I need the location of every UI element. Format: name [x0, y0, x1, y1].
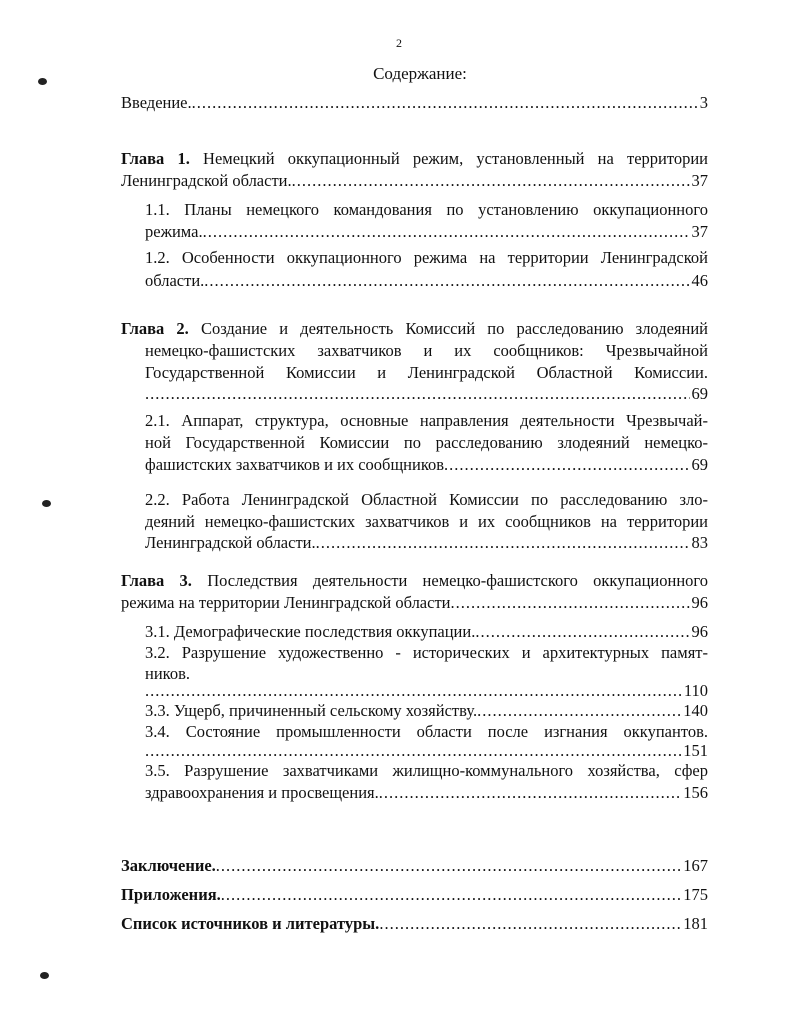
chapter-prefix: Глава 1.	[121, 149, 190, 168]
toc-entry-1-2[interactable]: 1.2. Особенности оккупационного режима на территории Ленинградской	[145, 248, 708, 267]
entry-page: 96	[691, 622, 708, 641]
entry-page: 37	[691, 222, 708, 241]
dot-leader	[192, 92, 698, 114]
toc-entry-2-2[interactable]: 2.2. Работа Ленинградской Областной Комиссии по расследованию зло-	[145, 490, 708, 509]
entry-page: 181	[683, 914, 708, 933]
toc-entry-3-4[interactable]: 3.4. Состояние промышленности области после изгнания оккупантов.	[145, 722, 708, 741]
toc-entry-3-3[interactable]	[145, 700, 708, 722]
toc-entry-2-2-line2: деяний немецко-фашистских захватчиков и их сообщников на территории	[145, 512, 708, 531]
toc-entry-ch2-line3: Государственной Комиссии и Ленинградской Областной Комиссии.	[145, 363, 708, 382]
entry-page: 151	[683, 741, 708, 760]
toc-entry-sources[interactable]	[121, 913, 708, 935]
toc-entry-3-5[interactable]: 3.5. Разрушение захватчиками жилищно-коммунального хозяйства, сфер	[145, 761, 708, 780]
scan-speck	[42, 500, 51, 507]
toc-entry-3-4-page	[145, 740, 708, 762]
dot-leader	[216, 855, 681, 877]
toc-entry-conclusion[interactable]	[121, 855, 708, 877]
entry-text: Ленинградской области.	[121, 171, 292, 190]
entry-page: 156	[683, 783, 708, 802]
toc-entry-ch2-line2: немецко-фашистских захватчиков и их сообщников: Чрезвычайной	[145, 341, 708, 360]
toc-entry-ch2-page	[145, 383, 708, 405]
page-number: 2	[396, 36, 402, 50]
toc-entry-1-1-cont	[145, 221, 708, 243]
scan-speck	[40, 972, 49, 979]
toc-entry-3-2[interactable]: 3.2. Разрушение художественно - исторических и архитектурных памят-	[145, 643, 708, 662]
dot-leader	[379, 913, 681, 935]
toc-entry-2-2-cont	[145, 532, 708, 554]
entry-page: 46	[691, 271, 708, 290]
toc-entry-2-1[interactable]: 2.1. Аппарат, структура, основные направления деятельности Чрезвычай-	[145, 411, 708, 430]
entry-text: области.	[145, 271, 205, 290]
entry-label: Список источников и литературы.	[121, 914, 380, 933]
toc-heading: Содержание:	[373, 64, 467, 83]
entry-page: 110	[683, 681, 708, 700]
toc-entry-ch3-cont	[121, 592, 708, 614]
entry-page: 140	[683, 701, 708, 720]
entry-text: 3.1. Демографические последствия оккупации.	[145, 622, 476, 641]
entry-page: 69	[691, 384, 708, 403]
dot-leader	[221, 884, 682, 906]
entry-text: Ленинградской области.	[145, 533, 316, 552]
dot-leader	[316, 532, 690, 554]
entry-label: Приложения.	[121, 885, 221, 904]
toc-entry-ch1-cont	[121, 170, 708, 192]
entry-text: Последствия деятельности немецко-фашистского оккупационного	[207, 571, 709, 590]
dot-leader	[451, 592, 690, 614]
entry-label: Заключение.	[121, 856, 216, 875]
entry-page: 167	[683, 856, 708, 875]
toc-entry-2-1-cont	[145, 454, 708, 476]
dot-leader	[292, 170, 690, 192]
entry-page: 175	[683, 885, 708, 904]
entry-page: 96	[691, 593, 708, 612]
chapter-prefix: Глава 3.	[121, 571, 192, 590]
entry-page: 69	[691, 455, 708, 474]
entry-label: Введение.	[121, 93, 192, 112]
entry-text: здравоохранения и просвещения.	[145, 783, 379, 802]
chapter-prefix: Глава 2.	[121, 319, 189, 338]
entry-text: 3.3. Ущерб, причиненный сельскому хозяйству.	[145, 701, 478, 720]
toc-entry-3-2-line2: ников.	[145, 664, 191, 683]
entry-text: режима.	[145, 222, 203, 241]
dot-leader	[379, 782, 682, 804]
toc-entry-3-2-page	[145, 680, 708, 702]
dot-leader	[204, 270, 689, 292]
toc-entry-1-2-cont	[145, 270, 708, 292]
entry-page: 37	[691, 171, 708, 190]
scan-speck	[38, 78, 47, 85]
toc-entry-ch3[interactable]	[121, 570, 708, 592]
entry-text: фашистских захватчиков и их сообщников	[145, 455, 445, 474]
dot-leader	[203, 221, 690, 243]
toc-entry-ch2[interactable]	[121, 318, 708, 340]
dot-leader	[145, 383, 690, 405]
toc-entry-appendix[interactable]	[121, 884, 708, 906]
toc-entry-3-1[interactable]	[145, 621, 708, 643]
dot-leader	[477, 700, 681, 722]
dot-leader	[444, 454, 689, 476]
entry-page: 3	[699, 93, 708, 112]
entry-text: Создание и деятельность Комиссий по расследованию злодеяний	[200, 319, 709, 338]
toc-entry-2-1-line2: ной Государственной Комиссии по расследованию злодеяний немецко-	[145, 433, 708, 452]
entry-page: 83	[691, 533, 708, 552]
toc-entry-1-1[interactable]: 1.1. Планы немецкого командования по установлению оккупационного	[145, 200, 708, 219]
entry-text: Немецкий оккупационный режим, установленный на территории	[203, 149, 709, 168]
dot-leader	[145, 680, 682, 702]
toc-entry-ch1[interactable]	[121, 148, 708, 170]
toc-entry-intro[interactable]	[121, 92, 708, 114]
toc-entry-3-5-cont	[145, 782, 708, 804]
entry-text: режима на территории Ленинградской области	[121, 593, 451, 612]
dot-leader	[145, 740, 681, 762]
dot-leader	[475, 621, 689, 643]
